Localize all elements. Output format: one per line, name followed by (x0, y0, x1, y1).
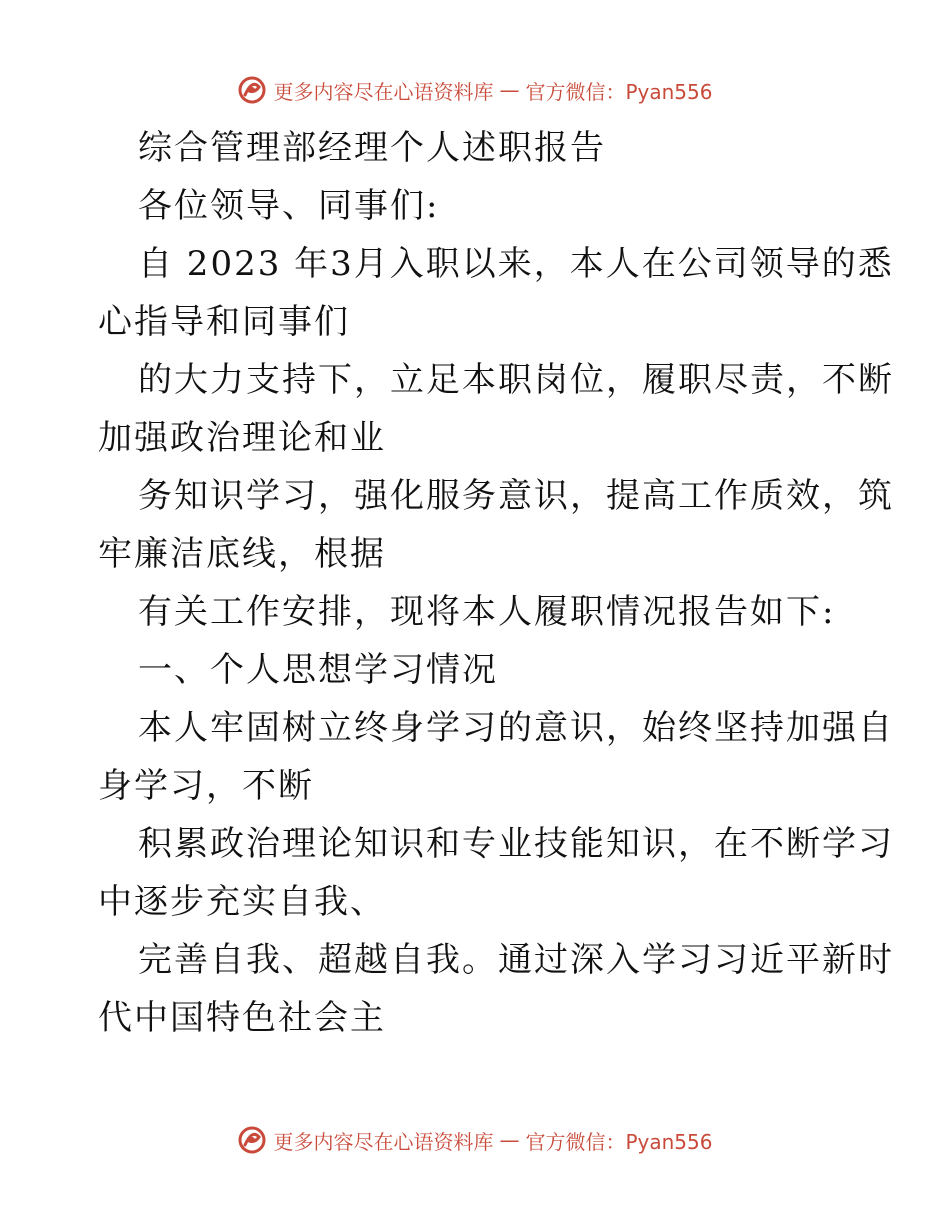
header-watermark (0, 70, 950, 110)
watermark-text: 更多内容尽在心语资料库 (273, 79, 494, 104)
paragraph-line: 自 2023 年3月入职以来，本人在公司领导的悉 (138, 244, 894, 284)
swirl-logo-icon (237, 75, 267, 105)
paragraph-line: 有关工作安排，现将本人履职情况报告如下: (138, 592, 836, 632)
watermark-contact: 官方微信：Pyan556 (525, 79, 713, 104)
section-heading: 一、个人思想学习情况 (138, 650, 498, 690)
paragraph-line: 加强政治理论和业 (98, 418, 386, 458)
paragraph-line: 牢廉洁底线，根据 (98, 534, 386, 574)
watermark-separator: — (499, 1128, 520, 1152)
paragraph-line: 务知识学习，强化服务意识，提高工作质效，筑 (138, 476, 894, 516)
footer-watermark (0, 1120, 950, 1160)
paragraph-line: 积累政治理论知识和专业技能知识，在不断学习 (138, 824, 894, 864)
document-greeting: 各位领导、同事们: (138, 186, 440, 226)
paragraph-line: 本人牢固树立终身学习的意识，始终坚持加强自 (138, 708, 894, 748)
watermark-contact: 官方微信：Pyan556 (525, 1129, 713, 1154)
paragraph-line: 的大力支持下，立足本职岗位，履职尽责，不断 (138, 360, 894, 400)
swirl-logo-icon (237, 1125, 267, 1155)
paragraph-line: 完善自我、超越自我。通过深入学习习近平新时 (138, 940, 894, 980)
paragraph-line: 中逐步充实自我、 (98, 882, 386, 922)
watermark-text: 更多内容尽在心语资料库 (273, 1129, 494, 1154)
paragraph-line: 身学习，不断 (98, 766, 314, 806)
watermark-separator: — (499, 78, 520, 102)
document-title: 综合管理部经理个人述职报告 (138, 128, 606, 168)
paragraph-line: 代中国特色社会主 (98, 998, 386, 1038)
paragraph-line: 心指导和同事们 (98, 302, 350, 342)
